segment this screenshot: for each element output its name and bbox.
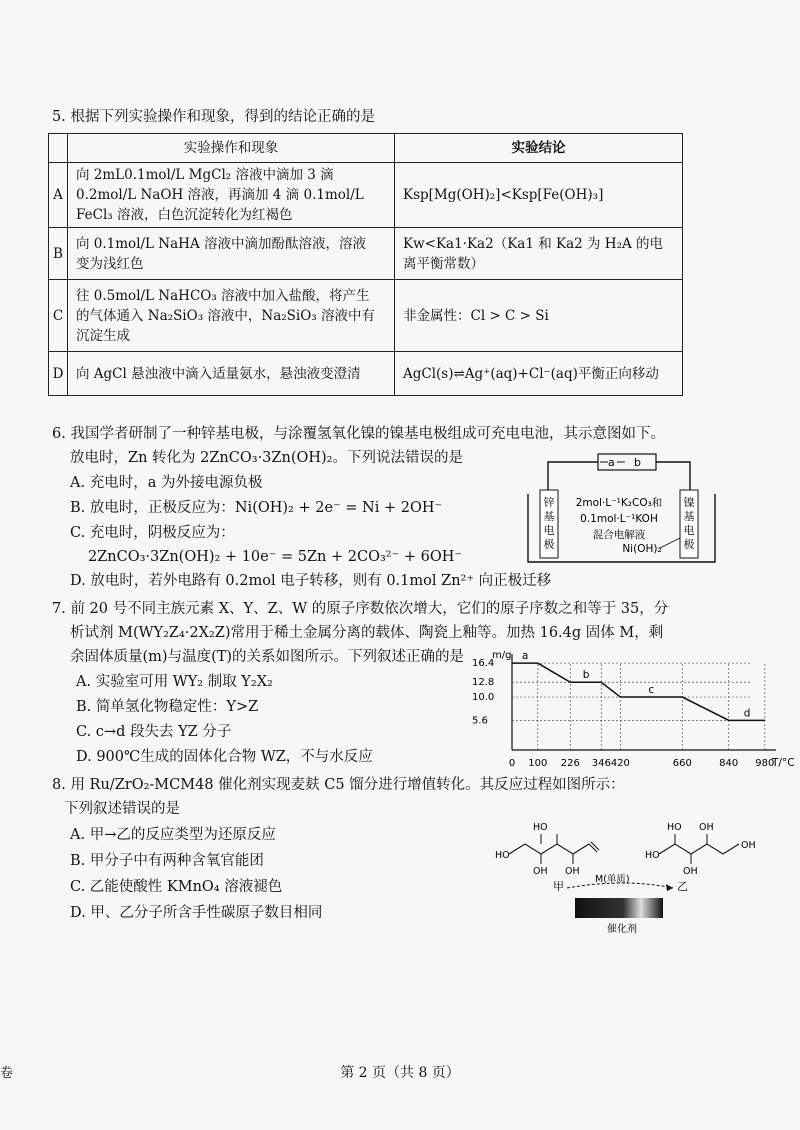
reaction-scheme bbox=[495, 808, 775, 938]
q8-stem-line2: 下列叙述错误的是 bbox=[64, 801, 180, 817]
zinc-electrode-label: 基 bbox=[543, 510, 555, 523]
row-op bbox=[68, 163, 395, 228]
q8-option-d: D. 甲、乙分子所含手性碳原子数目相同 bbox=[70, 905, 323, 921]
coating-label: Ni(OH)₂ bbox=[622, 543, 662, 555]
q6-option-d: D. 放电时，若外电路有 0.2mol 电子转移，则有 0.1mol Zn²⁺ 向正极迁移 bbox=[70, 573, 552, 589]
q8-option-b: B. 甲分子中有两种含氧官能团 bbox=[70, 853, 264, 869]
x-tick-label: 660 bbox=[672, 758, 692, 769]
terminal-a: a bbox=[608, 456, 615, 469]
x-tick-label: 346 bbox=[591, 758, 611, 769]
terminal-b: b bbox=[634, 456, 641, 469]
label-yi: 乙 bbox=[677, 880, 688, 893]
molecule-jia-skeleton bbox=[509, 844, 589, 854]
q5-table bbox=[48, 133, 683, 396]
x-tick-label: 100 bbox=[528, 758, 548, 769]
y-tick-label: 12.8 bbox=[472, 677, 495, 689]
x-tick-label: 226 bbox=[560, 758, 580, 769]
page-footer: 第 2 页（共 8 页） bbox=[340, 1065, 460, 1081]
jia-oh-label: OH bbox=[533, 866, 548, 877]
row-label: D bbox=[49, 352, 68, 396]
q7-option-c: C. c→d 段失去 YZ 分子 bbox=[76, 724, 232, 740]
q6-option-c: C. 充电时，阴极反应为： bbox=[70, 525, 235, 541]
label-jia: 甲 bbox=[553, 880, 564, 893]
y-axis-label: m/g bbox=[492, 650, 512, 661]
op-line: 向 AgCl 悬浊液中滴入适量氨水，悬浊液变澄清 bbox=[76, 365, 361, 382]
q7-stem-line2: 析试剂 M(WY₂Z₄·2X₂Z)常用于稀土金属分离的载体、陶瓷上釉等。加热 16.4g 固体 M，剩 bbox=[70, 625, 664, 641]
electrolyte-label: 2mol·L⁻¹K₂CO₃和 bbox=[575, 497, 663, 509]
table-header-blank bbox=[49, 134, 68, 163]
row-concl: Ksp[Mg(OH)₂]<Ksp[Fe(OH)₃] bbox=[395, 163, 683, 228]
table-row bbox=[49, 280, 683, 352]
row-label: C bbox=[49, 280, 68, 352]
row-op bbox=[68, 228, 395, 280]
row-concl: 非金属性：Cl > C > Si bbox=[395, 280, 683, 352]
q7-option-a: A. 实验室可用 WY₂ 制取 Y₂X₂ bbox=[76, 674, 273, 690]
op-line: 沉淀生成 bbox=[76, 327, 130, 344]
mass-temperature-chart bbox=[470, 646, 795, 771]
catalyst-block bbox=[575, 898, 663, 918]
yi-oh-label: OH bbox=[683, 866, 698, 877]
x-tick-label: 0 bbox=[508, 758, 516, 769]
jia-oh-label: HO bbox=[495, 850, 510, 861]
op-line: FeCl₃ 溶液，白色沉淀转化为红褐色 bbox=[76, 207, 293, 223]
x-tick-label: 980 bbox=[755, 758, 775, 769]
y-tick-label: 10.0 bbox=[472, 692, 495, 704]
yi-oh-label: HO bbox=[667, 822, 682, 833]
op-line: 的气体通入 Na₂SiO₃ 溶液中，Na₂SiO₃ 溶液中有 bbox=[76, 307, 376, 324]
table-row bbox=[49, 352, 683, 396]
q6-option-c-equation: 2ZnCO₃·3Zn(OH)₂ + 10e⁻ = 5Zn + 2CO₃²⁻ + 6OH⁻ bbox=[88, 549, 463, 565]
page-edge-char: 卷 bbox=[0, 1066, 14, 1081]
nickel-electrode-label: 电 bbox=[683, 524, 695, 537]
yi-oh-label: HO bbox=[645, 850, 660, 861]
zinc-electrode-label: 电 bbox=[543, 524, 555, 537]
jia-oh-label: HO bbox=[533, 822, 548, 833]
op-line: 变为浅红色 bbox=[76, 255, 144, 272]
q7-option-d: D. 900℃生成的固体化合物 WZ，不与水反应 bbox=[76, 749, 373, 765]
nickel-electrode-label: 镍 bbox=[683, 496, 695, 509]
x-tick-label: 420 bbox=[610, 758, 630, 769]
q8-option-c: C. 乙能使酸性 KMnO₄ 溶液褪色 bbox=[70, 879, 283, 895]
catalyst-label: 催化剂 bbox=[607, 924, 637, 935]
row-concl: AgCl(s)⇌Ag⁺(aq)+Cl⁻(aq)平衡正向移动 bbox=[395, 352, 683, 396]
row-op bbox=[68, 352, 395, 396]
segment-label: d bbox=[743, 707, 751, 720]
q6-stem-line1: 6. 我国学者研制了一种锌基电极，与涂覆氢氧化镍的镍基电极组成可充电电池，其示意图如下。 bbox=[52, 426, 665, 442]
table-row bbox=[49, 228, 683, 280]
row-op bbox=[68, 280, 395, 352]
op-line: 向 2mL0.1mol/L MgCl₂ 溶液中滴加 3 滴 bbox=[76, 167, 334, 183]
q7-stem-line1: 7. 前 20 号不同主族元素 X、Y、Z、W 的原子序数依次增大，它们的原子序数之和等于 35，分 bbox=[52, 601, 669, 617]
x-tick-label: 840 bbox=[719, 758, 739, 769]
y-tick-label: 16.4 bbox=[472, 658, 495, 670]
mass-curve bbox=[512, 663, 765, 720]
nickel-electrode-label: 基 bbox=[683, 510, 695, 523]
yi-oh-label: OH bbox=[741, 840, 756, 851]
row-label: B bbox=[49, 228, 68, 280]
q6-stem-line2: 放电时，Zn 转化为 2ZnCO₃·3Zn(OH)₂。下列说法错误的是 bbox=[70, 450, 463, 466]
zinc-electrode-label: 锌 bbox=[543, 496, 555, 509]
battery-diagram bbox=[520, 450, 725, 570]
table-header-op: 实验操作和现象 bbox=[68, 134, 395, 163]
jia-oh-label: OH bbox=[565, 866, 580, 877]
yi-oh-label: OH bbox=[699, 822, 714, 833]
row-label: A bbox=[49, 163, 68, 228]
electrolyte-label: 0.1mol·L⁻¹KOH bbox=[580, 513, 658, 525]
electrolyte-label: 混合电解液 bbox=[592, 529, 646, 541]
molecule-yi-skeleton bbox=[659, 844, 739, 854]
table-header-row bbox=[49, 134, 683, 163]
segment-label: b bbox=[582, 669, 590, 682]
zinc-electrode-label: 极 bbox=[543, 538, 555, 551]
q7-option-b: B. 简单氢化物稳定性：Y>Z bbox=[76, 699, 259, 715]
op-line: 0.2mol/L NaOH 溶液，再滴加 4 滴 0.1mol/L bbox=[76, 187, 364, 203]
q7-stem-line3: 余固体质量(m)与温度(T)的关系如图所示。下列叙述正确的是 bbox=[70, 649, 465, 665]
row-concl: Kw<Ka1·Ka2（Ka1 和 Ka2 为 H₂A 的电离平衡常数） bbox=[395, 228, 683, 280]
segment-label: a bbox=[521, 650, 529, 663]
segment-label: c bbox=[648, 684, 655, 697]
q8-stem-line1: 8. 用 Ru/ZrO₂-MCM48 催化剂实现麦麸 C5 馏分进行增值转化。其反应过程如图所示： bbox=[52, 777, 625, 793]
q6-option-a: A. 充电时，a 为外接电源负极 bbox=[70, 475, 263, 491]
q8-option-a: A. 甲→乙的反应类型为还原反应 bbox=[70, 827, 276, 843]
op-line: 向 0.1mol/L NaHA 溶液中滴加酚酞溶液，溶液 bbox=[76, 235, 366, 252]
y-tick-label: 5.6 bbox=[472, 715, 488, 727]
q5-stem: 5. 根据下列实验操作和现象，得到的结论正确的是 bbox=[52, 109, 375, 125]
x-axis-label: T/°C bbox=[772, 757, 795, 769]
metal-label: M(单质) bbox=[595, 874, 630, 885]
op-line: 往 0.5mol/L NaHCO₃ 溶液中加入盐酸，将产生 bbox=[76, 287, 370, 304]
q6-option-b: B. 放电时，正极反应为：Ni(OH)₂ + 2e⁻ = Ni + 2OH⁻ bbox=[70, 500, 443, 516]
table-row bbox=[49, 163, 683, 228]
table-header-concl: 实验结论 bbox=[395, 134, 683, 163]
nickel-electrode-label: 极 bbox=[683, 538, 695, 551]
